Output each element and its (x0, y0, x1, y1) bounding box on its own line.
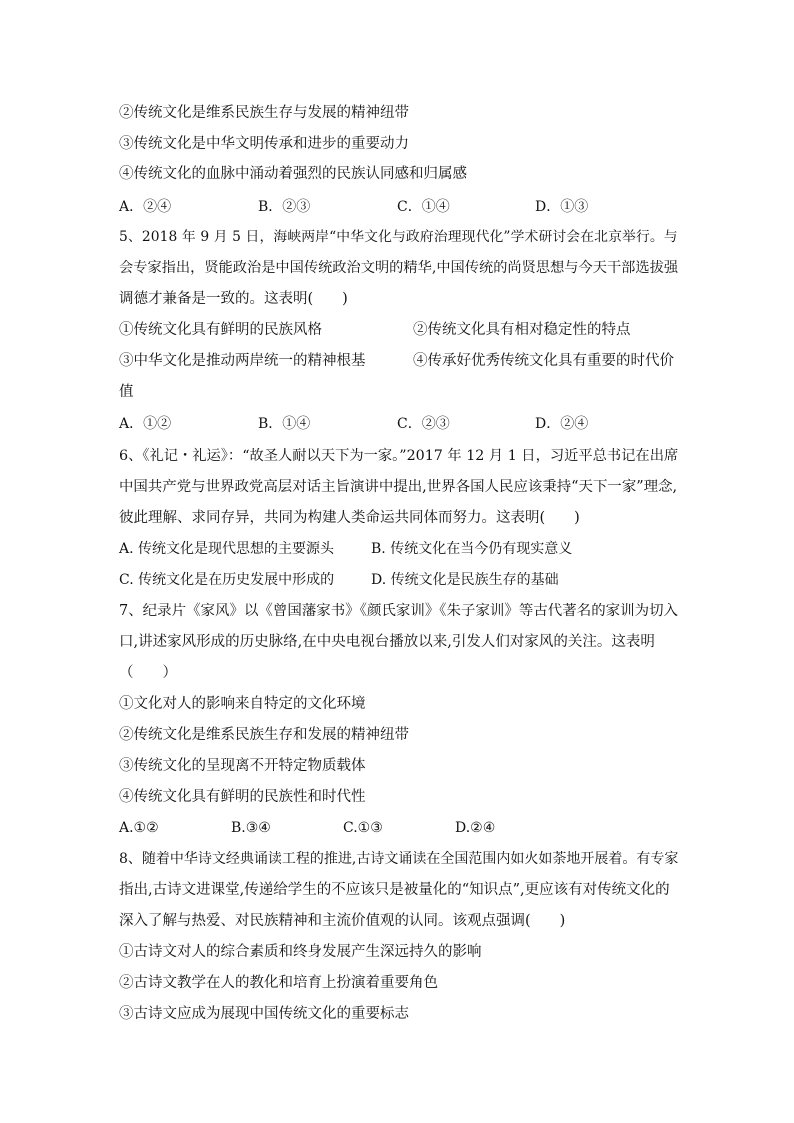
q7-item-1: ①文化对人的影响来自特定的文化环境 (119, 696, 366, 712)
q7-item-4: ④传统文化具有鲜明的民族性和时代性 (119, 789, 366, 805)
q4-item-4: ④传统文化的血脉中涌动着强烈的民族认同感和归属感 (119, 166, 467, 182)
q6-stem-line-2: 中国共产党与世界政党高层对话主旨演讲中提出,世界各国人民应该秉持“天下一家”理念, (119, 479, 678, 495)
q7-option-c: C.①③ (343, 820, 383, 836)
q6-stem-line-3: 彼此理解、求同存异，共同为构建人类命运共同体而努力。这表明( ) (119, 510, 580, 526)
q5-option-a: A．①② (119, 416, 172, 432)
q5-stem-line-3: 调德才兼备是一致的。这表明( ) (119, 291, 348, 307)
q8-stem-line-2: 指出,古诗文进课堂,传递给学生的不应该只是被量化的“知识点”,更应该有对传统文化的 (119, 882, 670, 898)
q5-option-d: D．②④ (535, 416, 589, 432)
q5-item-1: ①传统文化具有鲜明的民族风格 (119, 322, 322, 338)
q7-option-b: B.③④ (231, 820, 271, 836)
q6-option-c: C. 传统文化是在历史发展中形成的 (119, 572, 335, 588)
q7-stem-line-2: 口,讲述家风形成的历史脉络,在中央电视台播放以来,引发人们对家风的关注。这表明 (119, 634, 655, 650)
q7-option-d: D.②④ (455, 820, 496, 836)
q7-stem-line-3: （ ） (119, 665, 177, 681)
q5-option-b: B．①④ (258, 416, 311, 432)
q4-option-b: B．②③ (258, 199, 311, 215)
q6-option-d: D. 传统文化是民族生存的基础 (371, 572, 559, 588)
q6-stem-line-1: 6、《礼记・礼运》：“故圣人耐以天下为一家。”2017 年 12 月 1 日，习近平总书记在出席 (119, 448, 679, 464)
q6-option-a: A. 传统文化是现代思想的主要源头 (119, 541, 335, 557)
q4-option-d: D．①③ (535, 199, 589, 215)
q8-item-1: ①古诗文对人的综合素质和终身发展产生深远持久的影响 (119, 944, 482, 960)
q4-option-a: A．②④ (119, 199, 172, 215)
q8-stem-line-3: 深入了解与热爱、对民族精神和主流价值观的认同。该观点强调( ) (119, 913, 566, 929)
q7-option-a: A.①② (119, 820, 159, 836)
q5-stem-line-2: 会专家指出，贤能政治是中国传统政治文明的精华,中国传统的尚贤思想与今天干部选拔强 (119, 260, 679, 276)
q5-option-c: C．②③ (397, 416, 450, 432)
q8-item-3: ③古诗文应成为展现中国传统文化的重要标志 (119, 1006, 409, 1022)
q5-item-4: ④传承好优秀传统文化具有重要的时代价 (413, 353, 674, 369)
q5-item-4-wrap: 值 (119, 384, 134, 400)
q5-stem-line-1: 5、2018 年 9 月 5 日，海峡两岸“中华文化与政府治理现代化”学术研讨会在北京举行。与 (119, 229, 678, 245)
q4-item-2: ②传统文化是维系民族生存与发展的精神纽带 (119, 105, 409, 121)
q6-option-b: B. 传统文化在当今仍有现实意义 (371, 541, 573, 557)
q7-item-3: ③传统文化的呈现离不开特定物质载体 (119, 758, 366, 774)
q4-item-3: ③传统文化是中华文明传承和进步的重要动力 (119, 136, 409, 152)
q7-stem-line-1: 7、纪录片《家风》以《曾国藩家书》《颜氏家训》《朱子家训》等古代著名的家训为切入 (119, 603, 679, 619)
q5-item-2: ②传统文化具有相对稳定性的特点 (413, 322, 631, 338)
q8-item-2: ②古诗文教学在人的教化和培育上扮演着重要角色 (119, 975, 438, 991)
q5-item-3: ③中华文化是推动两岸统一的精神根基 (119, 353, 366, 369)
q7-item-2: ②传统文化是维系民族生存和发展的精神纽带 (119, 727, 409, 743)
q4-option-c: C．①④ (397, 199, 450, 215)
q8-stem-line-1: 8、随着中华诗文经典诵读工程的推进,古诗文诵读在全国范围内如火如荼地开展着。有专家 (119, 851, 679, 867)
